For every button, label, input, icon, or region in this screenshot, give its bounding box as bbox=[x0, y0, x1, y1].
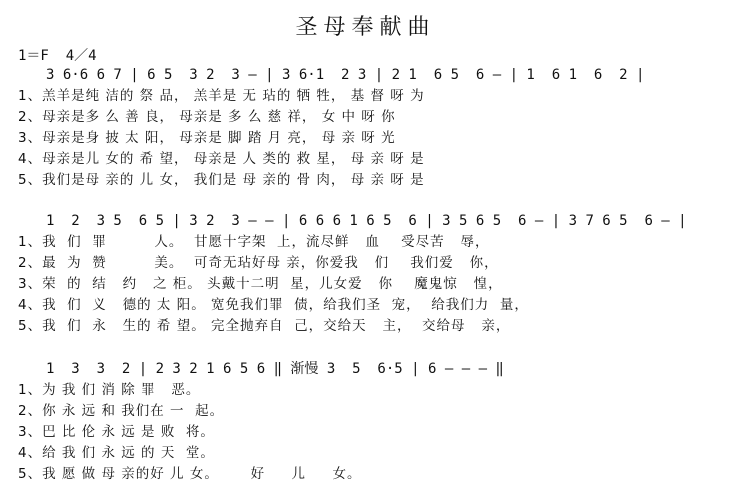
system-3-verse-1: 1、为 我 们 消 除 罪 恶。 bbox=[18, 382, 201, 398]
system-2-verse-1: 1、我 们 罪 人。 甘愿十字架 上，流尽鲜 血 受尽苦 辱， bbox=[18, 234, 490, 250]
system-1-verse-4: 4、母亲是儿 女的 希 望， 母亲是 人 类的 救 星， 母 亲 呀 是 bbox=[18, 151, 425, 167]
system-3-verse-2: 2、你 永 远 和 我们在 一 起。 bbox=[18, 403, 225, 419]
system-3-notes: 1 3 3 2 | 2 3 2 1 6 5 6 ‖ 渐慢 3 5 6·5 | 6 — — — ‖ bbox=[46, 361, 504, 377]
system-1-notes: 3 6·6 6 7 | 6 5 3 2 3 — | 3 6·1 2 3 | 2 1 6 5 6 — | 1 6 1 6 2 | bbox=[46, 67, 645, 83]
system-1-verse-5: 5、我们是母 亲的 儿 女， 我们是 母 亲的 骨 肉， 母 亲 呀 是 bbox=[18, 172, 425, 188]
song-title: 圣母奉献曲 bbox=[295, 15, 436, 40]
system-3-verse-5: 5、我 愿 做 母 亲的好 儿 女。 好 儿 女。 bbox=[18, 466, 362, 482]
system-3-verse-4: 4、给 我 们 永 远 的 天 堂。 bbox=[18, 445, 215, 461]
system-3-verse-3: 3、巴 比 伦 永 远 是 败 将。 bbox=[18, 424, 215, 440]
system-2-verse-4: 4、我 们 义 德的 太 阳。 宽免我们罪 债，给我们圣 宠， 给我们力 量， bbox=[18, 297, 529, 313]
system-1-verse-3: 3、母亲是身 披 太 阳， 母亲是 脚 踏 月 亮， 母 亲 呀 光 bbox=[18, 130, 396, 146]
system-2-verse-5: 5、我 们 永 生的 希 望。 完全抛弃自 己，交给天 主， 交给母 亲， bbox=[18, 318, 511, 334]
system-1-verse-1: 1、羔羊是纯 洁的 祭 品， 羔羊是 无 玷的 牺 牲， 基 督 呀 为 bbox=[18, 88, 425, 104]
system-2-verse-2: 2、最 为 赞 美。 可奇无玷好母 亲，你爱我 们 我们爱 你， bbox=[18, 255, 499, 271]
system-2-verse-3: 3、荣 的 结 约 之 柜。 头戴十二明 星，儿女爱 你 魔鬼惊 惶， bbox=[18, 276, 503, 292]
key-signature: 1＝F 4／4 bbox=[18, 48, 97, 64]
system-2-notes: 1 2 3 5 6 5 | 3 2 3 — — | 6 6 6 1 6 5 6 | 3 5 6 5 6 — | 3 7 6 5 6 — | bbox=[46, 213, 687, 229]
system-1-verse-2: 2、母亲是多 么 善 良， 母亲是 多 么 慈 祥， 女 中 呀 你 bbox=[18, 109, 396, 125]
